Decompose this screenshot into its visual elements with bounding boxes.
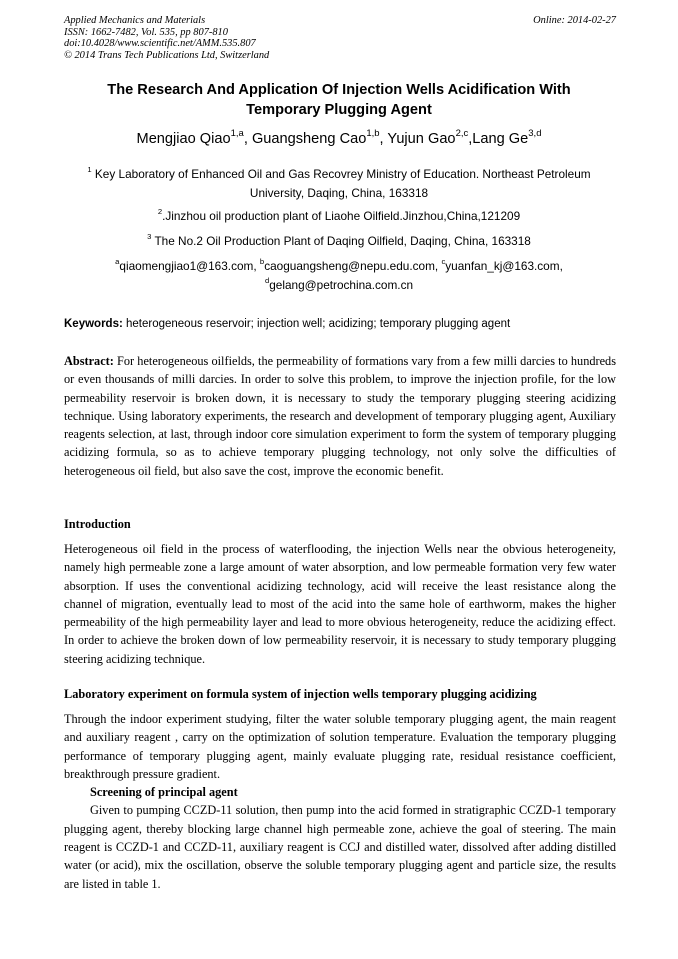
email-sup: b [259,257,265,267]
email-link: yuanfan_kj@163.com, [445,259,563,273]
author-list [60,129,618,149]
keywords [64,316,616,332]
affiliation-2 [60,207,618,226]
subsection-heading-screening: Screening of principal agent [90,785,238,800]
abstract [64,352,616,480]
author-sep: , [379,131,388,147]
author-sup: 1,a [230,128,244,140]
paper-title [60,80,618,120]
doi-line: doi:10.4028/www.scientific.net/AMM.535.807 [64,38,256,50]
author-sep: , [468,131,473,147]
author-sup: 3,d [528,128,542,140]
keywords-text: heterogeneous reservoir; injection well; acidizing; temporary plugging agent [122,318,511,330]
title-line-1: The Research And Application Of Injection Wells Acidification With [107,82,571,98]
affiliation-3 [60,232,618,251]
affiliation-text: .Jinzhou oil production plant of Liaohe Oilfield.Jinzhou,China,121209 [162,209,521,223]
section-heading-introduction: Introduction [64,517,131,531]
author-sep: , [243,131,252,147]
affiliation-text: The No.2 Oil Production Plant of Daqing Oilfield, Daqing, China, 163318 [151,234,531,248]
email-link: qiaomengjiao1@163.com, [119,259,260,273]
publication-header [64,15,616,61]
author-name: Mengjiao Qiao [136,131,231,147]
title-line-2: Temporary Plugging Agent [246,102,432,118]
lab-section-body [64,710,616,893]
issn-line: ISSN: 1662-7482, Vol. 535, pp 807-810 [64,26,228,38]
affiliation-text: Key Laboratory of Enhanced Oil and Gas Recovrey Ministry of Education. Northeast Petroleum [91,167,591,181]
keywords-label: Keywords: [64,318,123,330]
affiliation-sup: 1 [87,165,92,175]
author-name: Yujun Gao [387,131,456,147]
author-sup: 1,b [366,128,380,140]
online-date: Online: 2014-02-27 [533,15,616,26]
email-sup: a [115,257,120,267]
affiliation-1 [60,165,618,203]
email-link: caoguangsheng@nepu.edu.com, [264,259,442,273]
screening-paragraph: Given to pumping CCZD-11 solution, then pump into the acid formed in stratigraphic CCZD-1 temporary plugging agent, thereby blocking large channel high permeable zone, achieve the goal of steering. The main reagent is CCZD-1 and CCZD-11, auxiliary reagent is CCJ and distilled water, dissolved after adding distilled water (or acid), mix the oscillation, observe the soluble temporary plugging agent and particle size, the results are listed in table 1. [64,803,616,891]
email-link: gelang@petrochina.com.cn [269,278,414,292]
author-name: Guangsheng Cao [251,131,367,147]
affiliation-text: University, Daqing, China, 163318 [249,186,429,200]
introduction-paragraph: Heterogeneous oil field in the process of waterflooding, the injection Wells near the obvious heterogeneity, namely high permeable zone a large amount of water absorption, and low permeable formation very few water absorption. If uses the conventional acidizing technology, acid will receive the least resistance along the channel of migration, eventually lead to most of the acid into the same hole of earthworm, makes the higher permeability of the high permeability layer and lead to more obvious heterogeneity, reduce the acidizing effect. In order to achieve the broken down of low permeability reservoir, it is necessary to study temporary plugging steering acidizing technique. [64,542,616,666]
email-list [60,257,618,295]
abstract-label: Abstract: [64,354,114,368]
abstract-text: For heterogeneous oilfields, the permeability of formations vary from a few milli darcies to hundreds or even thousands of milli darcies. In order to solve this problem, to improve the injection profile, for the low permeability reservoir is broken down, it is necessary to study the temporary plugging steering acidizing technique. Using laboratory experiments, the research and development of temporary plugging agent, Auxiliary reagents selection, at last, through indoor core simulation experiment to form the system of temporary plugging acidizing formula, so as to achieve temporary plugging technology, not only solve the difficulties of heterogeneous oil field, but also save the cost, improve the economic benefit. [64,354,616,478]
journal-name: Applied Mechanics and Materials [64,15,206,26]
author-sup: 2,c [455,128,469,140]
email-sup: c [441,257,446,267]
lab-paragraph: Through the indoor experiment studying, filter the water soluble temporary plugging agent, the main reagent and auxiliary reagent , carry on the optimization of solution temperature. Evaluation the temporary plugging performance of temporary plugging agent, mainly evaluate plugging rate, residual resistance coefficient, breakthrough pressure gradient. [64,712,616,781]
affiliation-sup: 2 [157,207,163,217]
copyright-line: © 2014 Trans Tech Publications Ltd, Switzerland [64,49,270,61]
affiliation-sup: 3 [147,232,152,242]
email-sup: d [264,276,270,286]
section-heading-lab-experiment: Laboratory experiment on formula system of injection wells temporary plugging acidizing [64,687,537,701]
author-name: Lang Ge [472,131,529,147]
